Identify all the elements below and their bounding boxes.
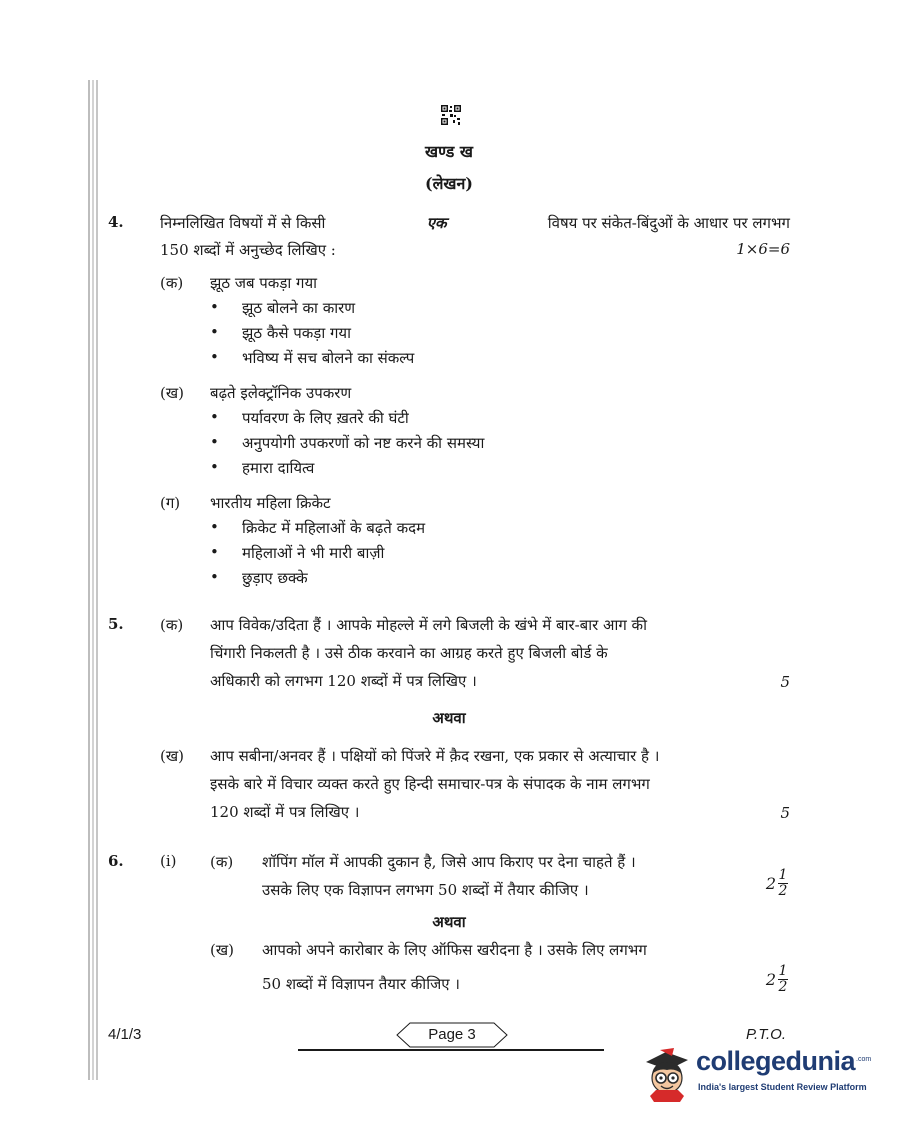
option-label: (ख) [160,384,184,402]
option-label: (क) [160,274,184,292]
page-number-badge [396,1022,508,1048]
bullet-point: • अनुपयोगी उपकरणों को नष्ट करने की समस्या [212,433,484,453]
brand-watermark [640,1044,880,1104]
pto-label: P.T.O. [745,1026,786,1043]
question-text: 50 शब्दों में विज्ञापन तैयार कीजिए । [262,975,460,993]
bullet-point: • झूठ बोलने का कारण [212,298,355,318]
option-title: झूठ जब पकड़ा गया [210,274,318,292]
bullet-point: • छुड़ाए छक्के [212,568,308,588]
option-label: (ख) [160,747,184,765]
marks: 2 1 2 [765,963,788,995]
footer-rule [298,1049,604,1051]
question-text: 120 शब्दों में पत्र लिखिए । [210,803,360,821]
question-text: चिंगारी निकलती है । उसे ठीक करवाने का आग्रह करते हुए बिजली बोर्ड के [210,644,608,662]
part-label: (i) [160,852,177,870]
question-text: निम्नलिखित विषयों में से किसी एक विषय पर संकेत-बिंदुओं के आधार पर लगभग [160,214,790,232]
question-text: अधिकारी को लगभग 120 शब्दों में पत्र लिखिए । [210,672,477,690]
qr-code-icon [440,104,462,126]
bullet-point: • पर्यावरण के लिए ख़तरे की घंटी [212,408,409,428]
option-title: बढ़ते इलेक्ट्रॉनिक उपकरण [210,384,352,402]
option-label: (क) [160,616,184,634]
mascot-logo-icon [640,1044,694,1104]
question-text: शॉपिंग मॉल में आपकी दुकान है, जिसे आप किराए पर देना चाहते हैं । [262,853,636,871]
section-title: खण्ड ख [425,142,473,161]
marks: 5 [780,673,790,691]
bullet-point: • झूठ कैसे पकड़ा गया [212,323,351,343]
question-number: 6. [108,852,124,870]
option-title: भारतीय महिला क्रिकेट [210,494,331,512]
question-text: 150 शब्दों में अनुच्छेद लिखिए : [160,241,336,259]
question-text: आप सबीना/अनवर हैं । पक्षियों को पिंजरे में क़ैद रखना, एक प्रकार से अत्याचार है । [210,747,660,765]
question-text: उसके लिए एक विज्ञापन लगभग 50 शब्दों में तैयार कीजिए । [262,881,589,899]
or-separator: अथवा [432,913,466,931]
question-text: आपको अपने कारोबार के लिए ऑफिस खरीदना है । उसके लिए लगभग [262,941,647,959]
option-label: (ग) [160,494,181,512]
marks: 2 1 2 [765,867,788,899]
option-label: (ख) [210,941,234,959]
question-text: इसके बारे में विचार व्यक्त करते हुए हिन्दी समाचार-पत्र के संपादक के नाम लगभग [210,775,650,793]
option-label: (क) [210,853,234,871]
marks: 1×6=6 [736,240,790,258]
or-separator: अथवा [432,709,466,727]
paper-code: 4/1/3 [108,1026,142,1043]
brand-name: collegedunia [696,1046,856,1076]
brand-domain: .com [856,1056,872,1063]
bullet-point: • क्रिकेट में महिलाओं के बढ़ते कदम [212,518,425,538]
section-subtitle: (लेखन) [425,174,473,193]
question-text: आप विवेक/उदिता हैं । आपके मोहल्ले में लगे बिजली के खंभे में बार-बार आग की [210,616,647,634]
brand-tagline: India's largest Student Review Platform [698,1082,867,1092]
question-number: 5. [108,615,124,633]
bullet-point: • महिलाओं ने भी मारी बाज़ी [212,543,384,563]
bullet-point: • हमारा दायित्व [212,458,314,478]
question-number: 4. [108,213,124,231]
bullet-point: • भविष्य में सच बोलने का संकल्प [212,348,414,368]
marks: 5 [780,804,790,822]
page-number: Page 3 [428,1026,476,1043]
